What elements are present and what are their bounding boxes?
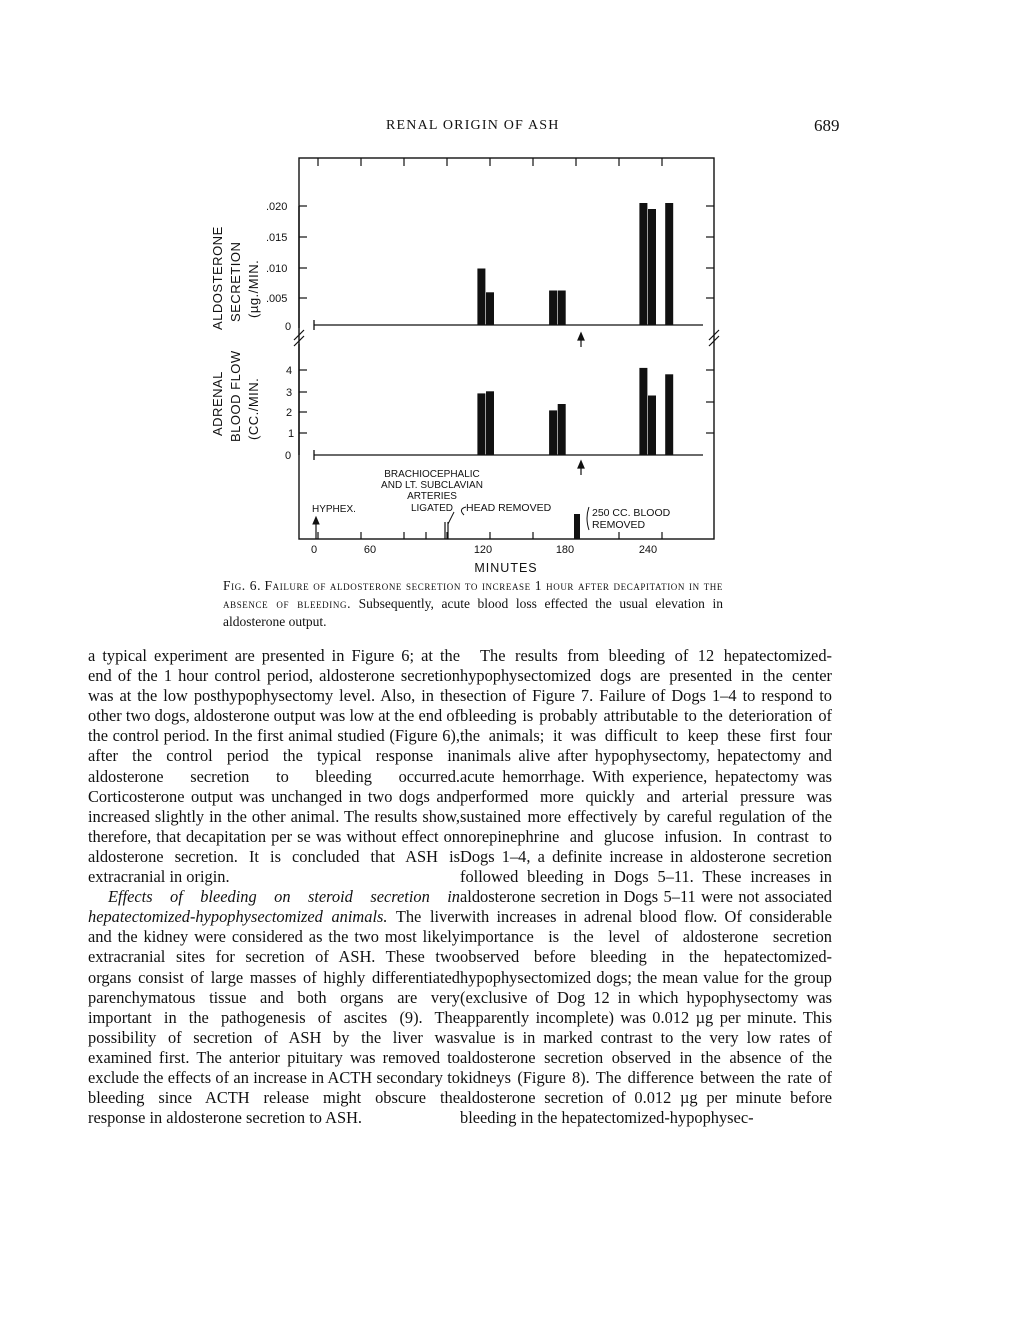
right-column (460, 646, 832, 1128)
top-y-tick: .010 (266, 263, 288, 275)
head-removed-annotation: HEAD REMOVED (466, 502, 552, 514)
top-y-tick: .015 (266, 232, 288, 244)
blood-flow-bar (639, 368, 647, 455)
aldosterone-bar (486, 292, 494, 325)
figure-caption (223, 577, 723, 631)
blood-removed-annotation (592, 507, 671, 531)
top-y-label-line: SECRETION (228, 241, 243, 322)
arteries-line: BRACHIOCEPHALIC (384, 469, 480, 480)
blood-removed-line: 250 CC. BLOOD (592, 507, 671, 519)
caption-title: Failure of aldosterone secretion to increase 1 hour after decapitation in the absence of bleeding. (223, 578, 723, 611)
caption-label: Fig. 6. (223, 578, 262, 593)
caption-text: Subsequently, acute blood loss effected the usual elevation in aldosterone output. (223, 596, 723, 629)
x-tick: 60 (363, 544, 377, 556)
bottom-y-tick: 2 (286, 407, 293, 419)
arteries-line: LIGATED (410, 503, 454, 514)
hyphex-annotation: HYPHEX. (312, 504, 356, 515)
top-y-label-line: (µg./MIN. (246, 259, 261, 318)
body-paragraph-text: The liver and the kidney were considered as the two most likely extracranial sites for secretion of ASH. These two organs consist of large masses of highly differentiated parenchymatous tissue and both organs are very important in the pathogenesis of ascites (9). The possibility of secretion of ASH by the liver was examined first. The anterior pituitary was removed to exclude the effects of an increase in ACTH secondary to bleeding since ACTH release might obscure the response in aldosterone secretion to ASH. (88, 907, 460, 1128)
x-tick: 120 (473, 544, 493, 556)
top-y-ticks (266, 201, 291, 333)
frame-right-ticks (706, 206, 714, 433)
bottom-y-label-line: (CC./MIN. (246, 377, 261, 440)
top-y-tick: 0 (285, 321, 292, 333)
figure-6-chart (0, 0, 1020, 600)
x-axis-label: MINUTES (474, 561, 538, 575)
blood-flow-bars (477, 368, 673, 455)
bottom-y-tick: 1 (288, 428, 295, 440)
blood-flow-bar (665, 374, 673, 455)
blood-removed-line: REMOVED (592, 519, 646, 531)
bottom-y-ticks (285, 365, 294, 462)
page-number: 689 (814, 116, 840, 135)
event-arrow-icon (578, 333, 584, 475)
blood-flow-bar (477, 393, 485, 455)
blood-flow-bar (648, 396, 656, 456)
arteries-line: AND LT. SUBCLAVIAN (381, 480, 483, 491)
section-heading: Effects of bleeding on steroid secretion in hepatectomized-hypophysectomized animals. (88, 887, 460, 927)
blood-flow-bar (549, 410, 557, 455)
aldosterone-bar (549, 291, 557, 326)
left-column (88, 646, 460, 1128)
blood-flow-bar (558, 404, 566, 455)
body-paragraph: a typical experiment are presented in Figure 6; at the end of the 1 hour control period, aldosterone secretion was at the low posthypophysectomy level. Also, in the other two dogs, aldosterone output was low at the end of the control period. In the first animal studied (Figure 6), after the control period the typical response in aldosterone secretion to bleeding occurred. Corticosterone output was unchanged in two dogs and increased slightly in the other animal. The results show, therefore, that decapitation per se was without effect on aldosterone secretion. It is concluded that ASH is extracranial in origin. (88, 646, 460, 887)
top-y-label-line: ALDOSTERONE (210, 226, 225, 330)
bottom-y-label-line: ADRENAL (210, 371, 225, 436)
bottom-y-label-line: BLOOD FLOW (228, 350, 243, 442)
blood-removed-bracket (587, 507, 589, 530)
top-y-axis-label (210, 226, 261, 330)
bottom-y-tick: 4 (286, 365, 293, 377)
aldosterone-bar (665, 203, 673, 325)
body-paragraph: The results from bleeding of 12 hepatectomized-hypophysectomized dogs are presented in the center section of Figure 7. Failure of Dogs 1–4 to respond to bleeding is probably attributable to the deterioration of the animals; it was difficult to keep these first four animals alive after hypophysectomy, hepatectomy and acute hemorrhage. With experience, hepatectomy was performed more quickly and arterial pressure was sustained more effectively by careful regulation of the norepinephrine and glucose infusion. In contrast to Dogs 1–4, a definite increase in aldosterone secretion followed bleeding in Dogs 5–11. These increases in aldosterone secretion in Dogs 5–11 were not associated with increases in adrenal blood flow. Of considerable importance is the level of aldosterone secretion observed before bleeding in the hepatectomized-hypophysectomized dogs; the mean value for the group (exclusive of Dog 12 in which hypophysectomy was apparently incomplete) was 0.012 µg per minute. This value is in marked contrast to the very low rates of aldosterone secretion observed in the absence of the kidneys (Figure 8). The difference between the rate of aldosterone secretion of 0.012 µg per minute before bleeding in the hepatectomized-hypophysec- (460, 646, 832, 1128)
body-paragraph (88, 887, 460, 1128)
aldosterone-bars (477, 203, 673, 325)
running-title: RENAL ORIGIN OF ASH (386, 118, 560, 133)
top-y-tick: .005 (266, 293, 288, 305)
aldosterone-bar (477, 269, 485, 326)
bottom-y-tick: 3 (286, 387, 293, 399)
aldosterone-bar (558, 291, 566, 326)
top-y-tick: .020 (266, 201, 288, 213)
frame-top-ticks (318, 158, 662, 166)
x-tick: 180 (555, 544, 575, 556)
aldosterone-bar (648, 209, 656, 325)
bottom-y-axis-label (210, 350, 261, 442)
x-tick: 0 (310, 544, 318, 556)
arteries-line: ARTERIES (407, 491, 457, 502)
bottom-y-tick: 0 (285, 450, 292, 462)
blood-flow-bar (486, 391, 494, 455)
x-ticks (311, 544, 657, 556)
aldosterone-bar (639, 203, 647, 325)
x-tick: 240 (638, 544, 658, 556)
